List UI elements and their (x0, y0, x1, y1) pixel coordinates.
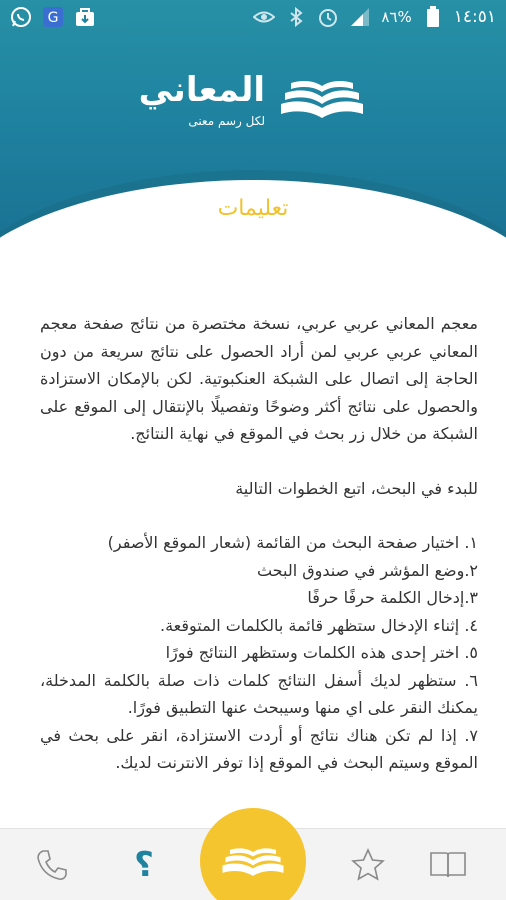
step-item: ٤. إثناء الإدخال ستظهر قائمة بالكلمات المتوقعة. (160, 615, 478, 635)
whatsapp-icon (10, 6, 32, 28)
eye-icon (253, 6, 275, 28)
step-item: ٢.وضع المؤشر في صندوق البحث (256, 560, 478, 580)
steps-list (40, 529, 478, 777)
help-glyph: ؟ (134, 845, 154, 885)
step-item: ٦. ستظهر لديك أسفل النتائج كلمات ذات صلة بالكلمة المدخلة، يمكنك النقر على اي منها وسيبحث عنها التطبيق فورًا. (40, 670, 478, 717)
app-g-icon (42, 6, 64, 28)
status-bar-left (10, 6, 96, 28)
instructions-content (40, 310, 478, 777)
step-item: ٣.إدخال الكلمة حرفًا حرفًا (307, 588, 478, 607)
status-bar-right (253, 6, 496, 28)
help-icon[interactable] (122, 843, 166, 887)
briefcase-download-icon (74, 6, 96, 28)
logo-tagline: لكل رسم معنى (188, 114, 265, 128)
step-item: ٧. إذا لم تكن هناك نتائج أو أردت الاستزادة، انقر على بحث في الموقع وسيتم البحث في الموقع إذا توفر الانترنت لديك. (40, 725, 478, 772)
status-bar (0, 0, 506, 34)
phone-icon[interactable] (30, 843, 74, 887)
step-item: ٥. اختر إحدى هذه الكلمات وستظهر النتائج فورًا (165, 643, 478, 662)
clock: ١٤:٥١ (453, 7, 496, 27)
bluetooth-icon (285, 6, 307, 28)
search-home-button[interactable] (200, 808, 306, 900)
steps-heading: للبدء في البحث، اتبع الخطوات التالية (235, 478, 478, 498)
signal-icon (349, 6, 371, 28)
book-icon[interactable] (426, 843, 470, 887)
battery-icon (422, 6, 444, 28)
logo-title: المعاني (138, 70, 265, 110)
app-logo (138, 70, 365, 134)
alarm-icon (317, 6, 339, 28)
svg-text:G: G (47, 10, 59, 26)
step-item: ١. اختيار صفحة البحث من القائمة (شعار الموقع الأصفر) (107, 533, 478, 552)
battery-percent: ٨٦% (381, 8, 412, 26)
screen-title: تعليمات (217, 196, 289, 221)
open-book-icon (221, 841, 285, 881)
intro-paragraph: معجم المعاني عربي عربي، نسخة مختصرة من نتائج صفحة معجم المعاني عربي عربي لمن أراد الحصول على نتائج سريعة من دون الحاجة إلى اتصال على الشبكة العنكبوتية. لكن بالإمكان الاستزادة والحصول على نتائج أكثر وضوحًا وتفصيلًا بالإنتقال إلى الموقع على الشبكة من خلال زر بحث في الموقع في نهاية النتائج. (40, 314, 478, 443)
star-icon[interactable] (346, 843, 390, 887)
logo-book-icon (279, 74, 365, 122)
